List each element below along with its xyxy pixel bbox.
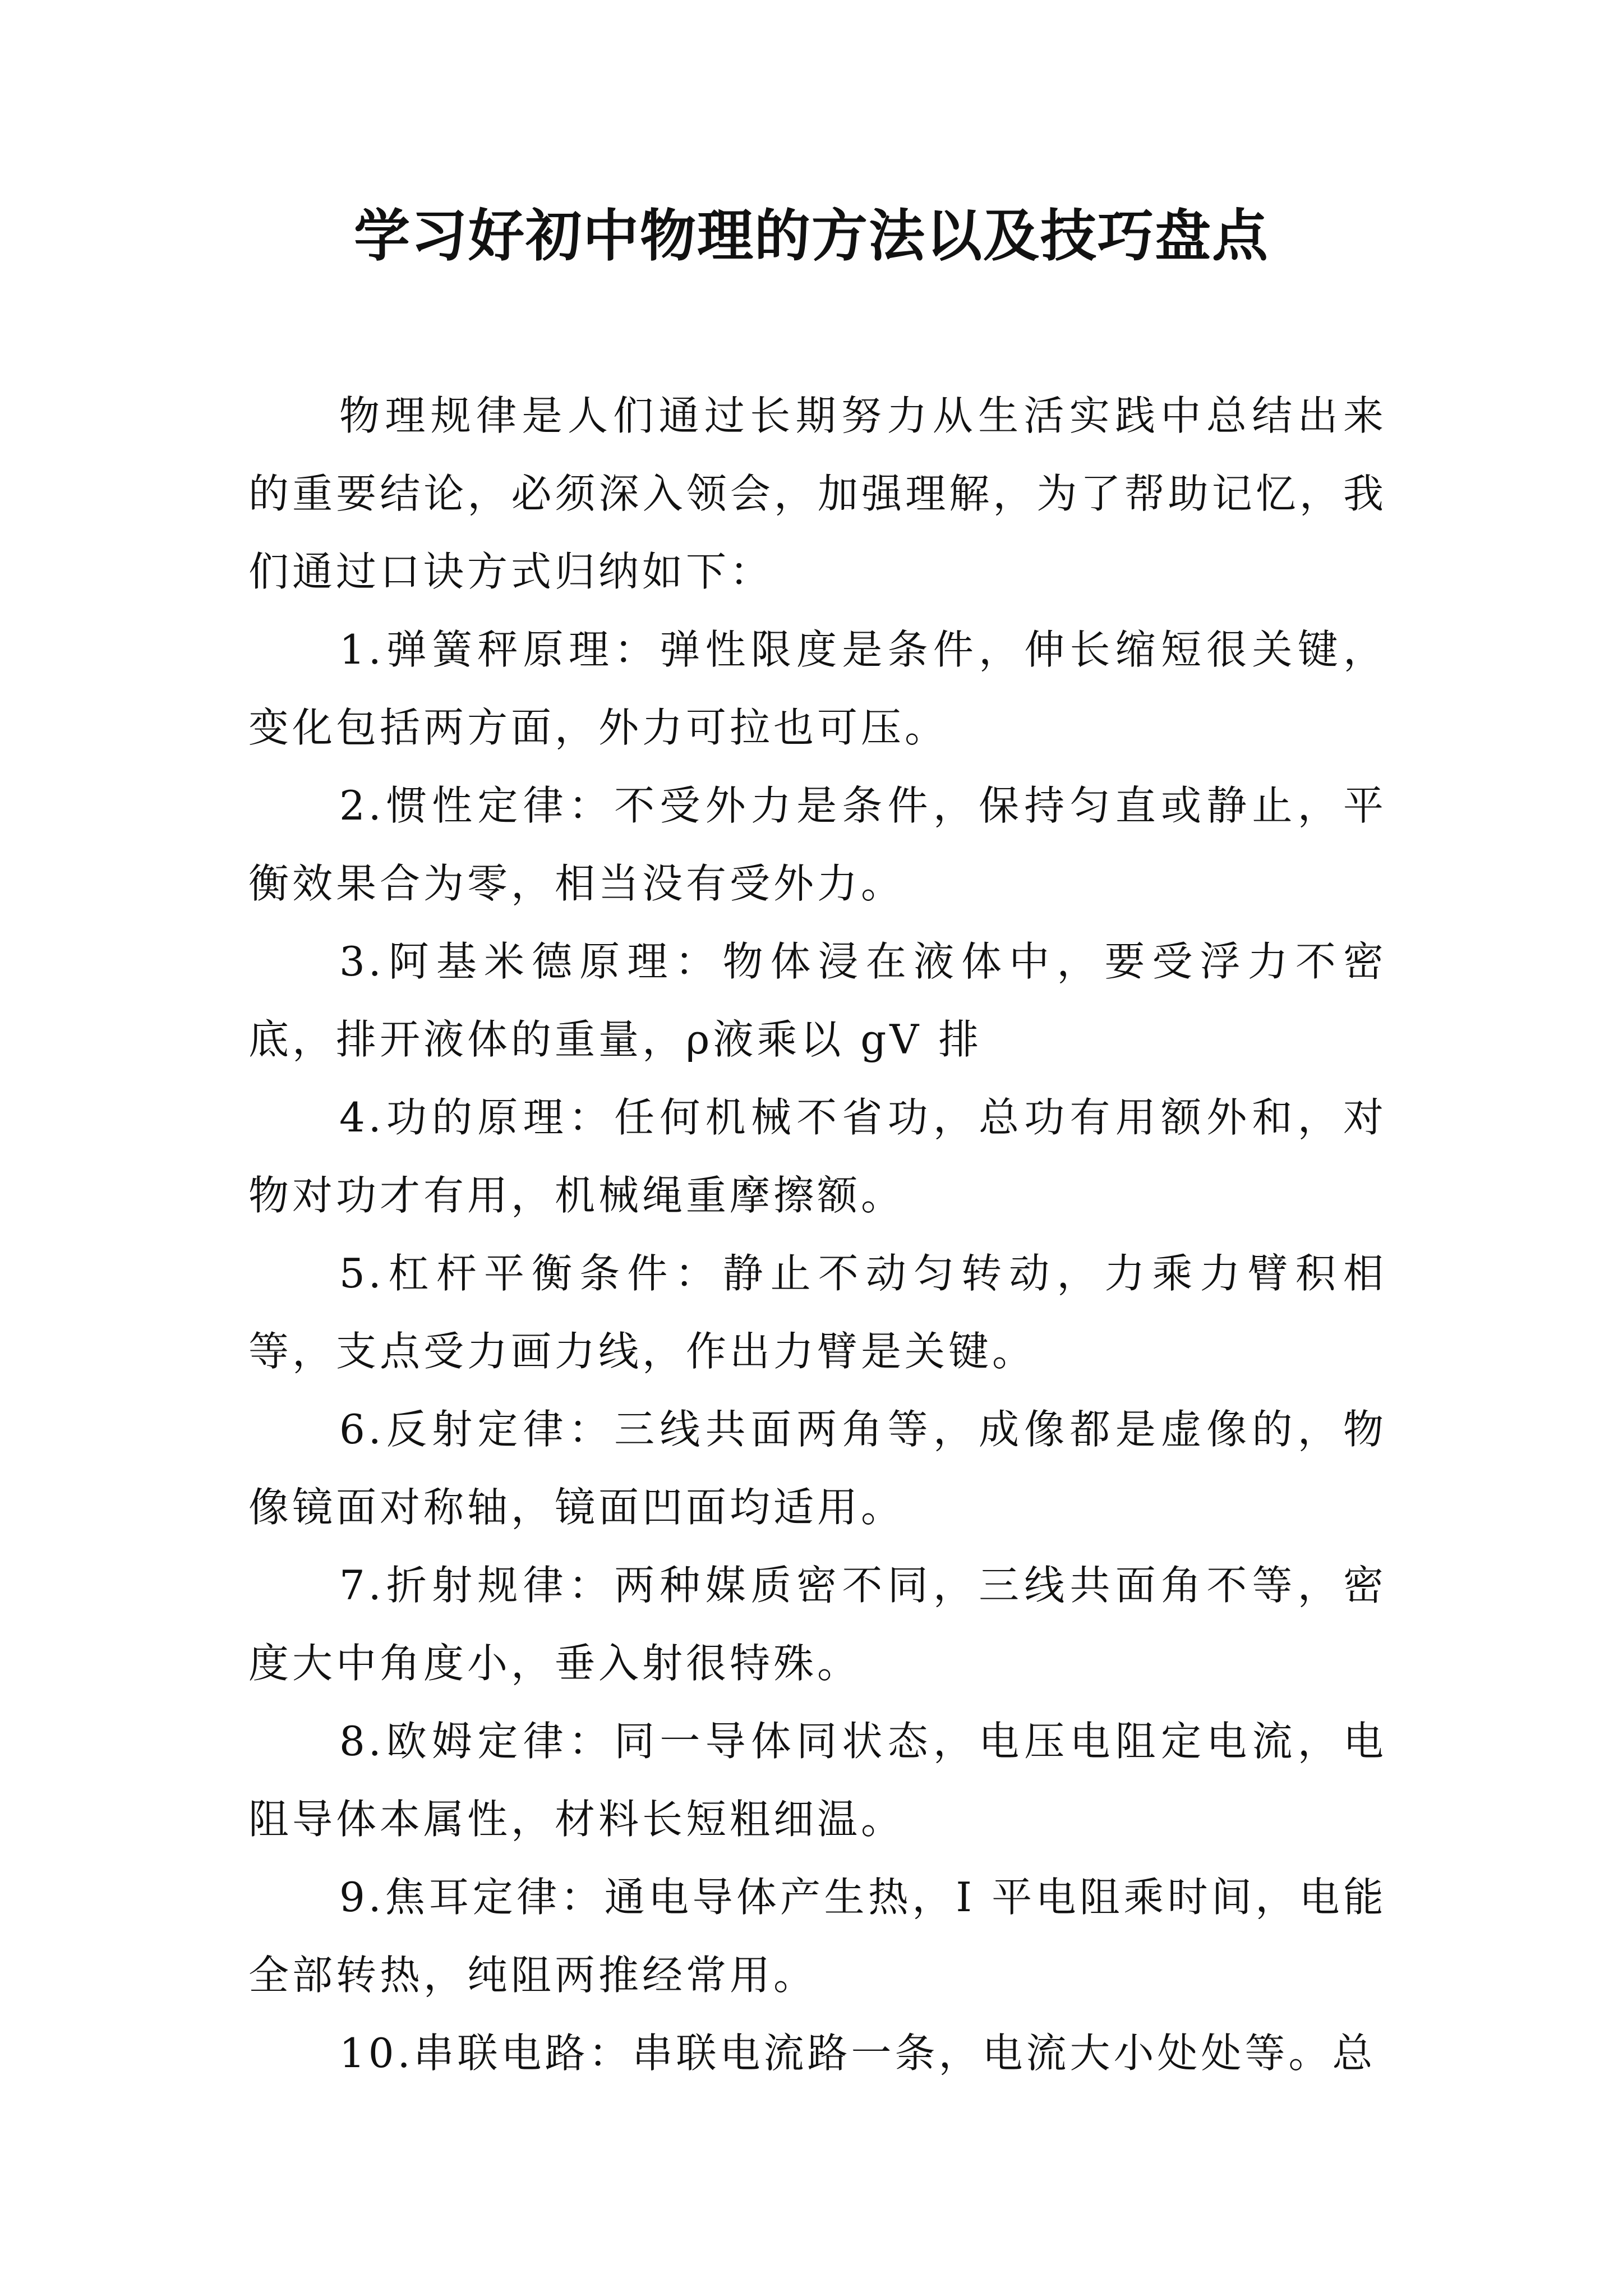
- list-item: 10.串联电路：串联电流路一条，电流大小处处等。总: [339, 2030, 1376, 2077]
- list-item: 2.惯性定律：不受外力是条件，保持匀直或静止，平衡效果合为零，相当没有受外力。: [248, 782, 1387, 907]
- list-item: 4.功的原理：任何机械不省功，总功有用额外和，对物对功才有用，机械绳重摩擦额。: [248, 1094, 1387, 1219]
- list-item: 6.反射定律：三线共面两角等，成像都是虚像的，物像镜面对称轴，镜面凹面均适用。: [248, 1406, 1387, 1531]
- intro-paragraph: 物理规律是人们通过长期努力从生活实践中总结出来的重要结论，必须深入领会，加强理解，为了帮助记忆，我们通过口诀方式归纳如下：: [248, 392, 1387, 595]
- list-item: 5.杠杆平衡条件：静止不动匀转动，力乘力臂积相等，支点受力画力线，作出力臂是关键。: [248, 1250, 1387, 1375]
- list-item: 1.弹簧秤原理：弹性限度是条件，伸长缩短很关键，变化包括两方面，外力可拉也可压。: [248, 626, 1387, 751]
- list-item: 7.折射规律：两种媒质密不同，三线共面角不等，密度大中角度小，垂入射很特殊。: [248, 1562, 1387, 1687]
- document-title: 学习好初中物理的方法以及技巧盘点: [354, 203, 1269, 269]
- list-item: 9.焦耳定律：通电导体产生热，I 平电阻乘时间，电能全部转热，纯阻两推经常用。: [248, 1874, 1387, 1999]
- list-item: 8.欧姆定律：同一导体同状态，电压电阻定电流，电阻导体本属性，材料长短粗细温。: [248, 1718, 1387, 1843]
- document-body: [248, 377, 1387, 2092]
- list-item: 3.阿基米德原理：物体浸在液体中，要受浮力不密底，排开液体的重量，ρ液乘以 gV 排: [248, 938, 1387, 1063]
